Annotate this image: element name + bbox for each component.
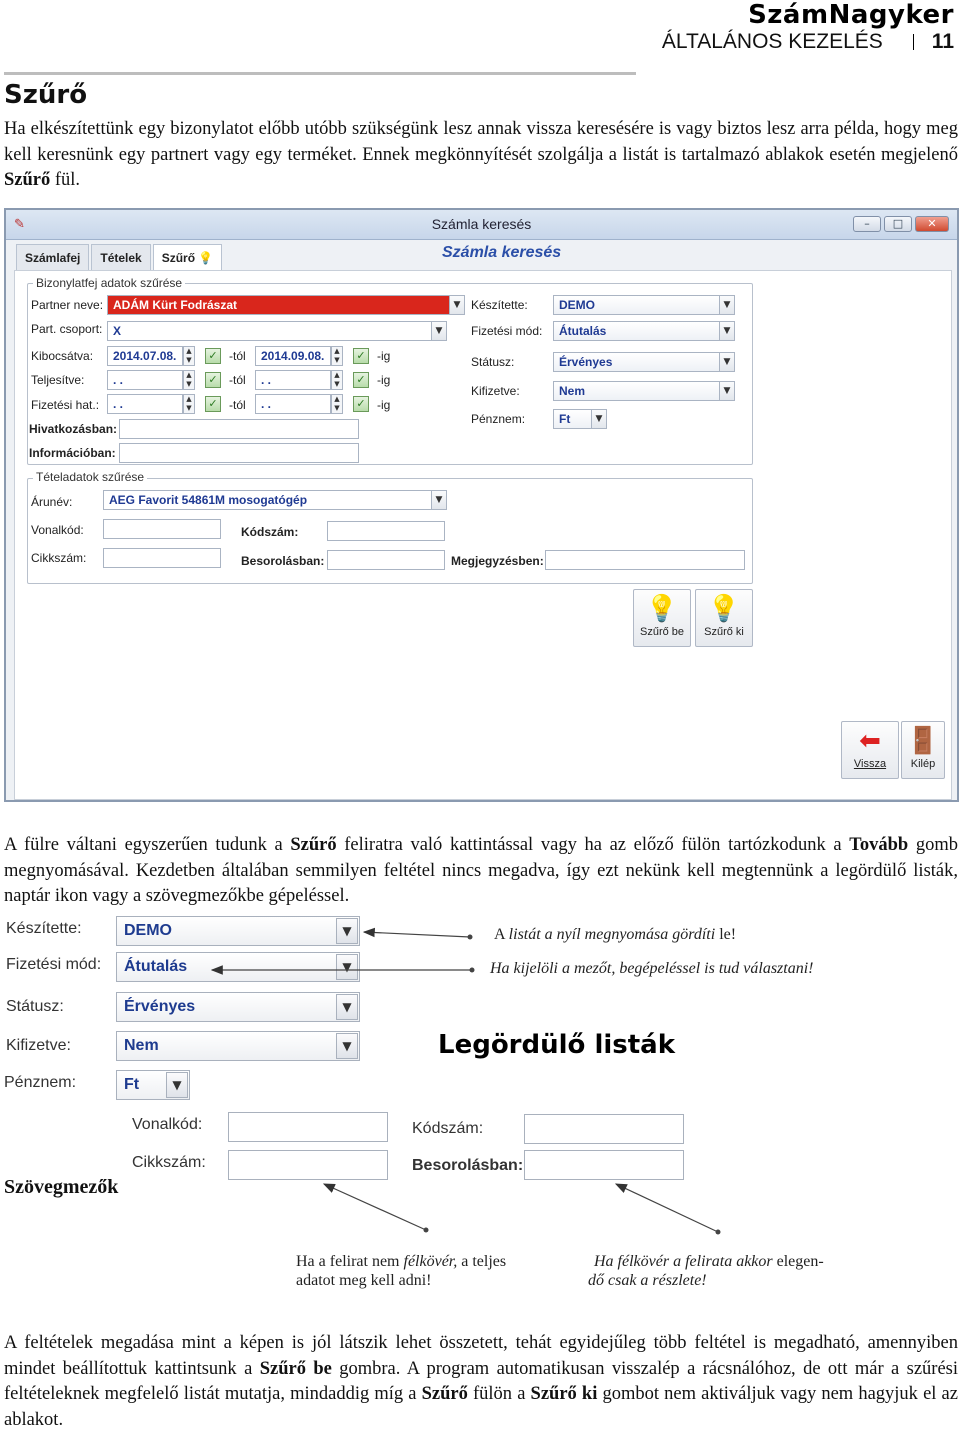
zoom-status-field[interactable]: Érvényes: [116, 992, 360, 1022]
text-fields-heading: Szövegmezők: [4, 1176, 119, 1198]
partner-dropdown-icon[interactable]: ▼: [449, 295, 465, 315]
back-arrow-icon: ⬅: [859, 726, 881, 756]
due-from-spinner[interactable]: ▲ ▼: [183, 394, 195, 414]
item-no-label: Cikkszám:: [31, 551, 87, 565]
code-label: Kódszám:: [241, 525, 299, 539]
note3-text: Ha a felirat nem: [296, 1253, 404, 1270]
zoom-currency-label: Pénznem:: [4, 1074, 77, 1091]
inner-title: Számla keresés: [442, 244, 562, 261]
fulfilled-to-spinner[interactable]: ▲ ▼: [331, 370, 343, 390]
reference-label: Hivatkozásban:: [29, 422, 118, 436]
para3-bold-filter-on: Szűrő be: [259, 1358, 332, 1379]
chevron-down-icon[interactable]: ▼: [336, 954, 358, 980]
brand-name: SzámNagyker: [748, 0, 954, 30]
note1-italic: listát a nyíl megnyomása gördíti: [508, 926, 716, 943]
zoom-paid-label: Kifizetve:: [6, 1037, 71, 1054]
chevron-down-icon[interactable]: ▼: [336, 994, 358, 1020]
zoom-pay-mode-label: Fizetési mód:: [6, 956, 102, 973]
tab-items[interactable]: Tételek: [91, 244, 150, 273]
para2-text: gomb megnyomásával. Kezdetben általában semmilyen feltétel nincs megadva, így ezt nekünk kell megtennünk a legördülő listák, naptár ikon vagy a szövegmezőkbe gépeléssel.: [4, 835, 958, 906]
barcode-label: Vonalkód:: [31, 523, 84, 537]
zoom-classification-label: Besorolásban:: [412, 1157, 524, 1174]
section-title: Szűrő: [4, 80, 88, 110]
to-suffix: -ig: [377, 398, 391, 412]
calendar-icon[interactable]: ✓: [353, 348, 369, 364]
calendar-icon[interactable]: ✓: [205, 348, 221, 364]
lightbulb-icon: 💡: [198, 251, 214, 265]
issued-to-field[interactable]: 2014.09.08.: [255, 346, 331, 366]
note1-prefix: A: [494, 926, 509, 943]
maximize-icon[interactable]: □: [884, 216, 912, 232]
chevron-down-icon[interactable]: ▼: [336, 918, 358, 944]
lightbulb-on-icon: 💡: [645, 594, 679, 624]
para3-bold-filter-off: Szűrő ki: [530, 1384, 598, 1404]
fulfilled-from-spinner[interactable]: ▲ ▼: [183, 370, 195, 390]
from-suffix: -tól: [229, 373, 246, 387]
close-icon[interactable]: ✕: [915, 216, 949, 232]
group-label: Part. csoport:: [31, 322, 103, 336]
zoom-status-label: Státusz:: [6, 998, 64, 1015]
note3-italic: félkövér,: [403, 1253, 458, 1270]
exit-door-icon: 🚪: [906, 726, 940, 756]
pay-mode-dropdown-icon[interactable]: ▼: [719, 321, 735, 341]
from-suffix: -tól: [229, 349, 246, 363]
partner-label: Partner neve:: [31, 298, 104, 312]
conditions-paragraph: [4, 1331, 958, 1432]
group-dropdown-icon[interactable]: ▼: [431, 321, 447, 341]
minimize-icon[interactable]: –: [853, 216, 881, 232]
paid-dropdown-icon[interactable]: ▼: [719, 381, 735, 401]
classification-label: Besorolásban:: [241, 554, 325, 568]
arrow-dot: [424, 1228, 429, 1233]
fulfilled-from-field[interactable]: . .: [107, 370, 183, 390]
issued-from-field[interactable]: 2014.07.08.: [107, 346, 183, 366]
product-field[interactable]: AEG Favorit 54861M mosogatógép: [103, 490, 433, 510]
zoom-code-label: Kódszám:: [412, 1120, 484, 1137]
due-from-field[interactable]: . .: [107, 394, 183, 414]
calendar-icon[interactable]: ✓: [353, 396, 369, 412]
status-field[interactable]: Érvényes: [553, 352, 721, 372]
product-dropdown-icon[interactable]: ▼: [431, 490, 447, 510]
zoom-pay-mode-field[interactable]: Átutalás: [116, 952, 360, 982]
intro-text-end: fül.: [50, 170, 81, 190]
page-number: 11: [931, 30, 954, 53]
paid-label: Kifizetve:: [471, 384, 520, 398]
arrow-dot: [468, 935, 473, 940]
chapter-title: ÁLTALÁNOS KEZELÉS: [661, 30, 883, 53]
intro-bold: Szűrő: [4, 170, 51, 190]
product-label: Árunév:: [31, 495, 73, 509]
due-to-field[interactable]: . .: [255, 394, 331, 414]
zoom-created-by-field[interactable]: DEMO: [116, 916, 360, 946]
calendar-icon[interactable]: ✓: [353, 372, 369, 388]
head-filter-legend: Bizonylatfej adatok szűrése: [33, 276, 185, 290]
note4-line2: dő csak a részlete!: [588, 1272, 707, 1289]
issued-from-spinner[interactable]: ▲ ▼: [183, 346, 195, 366]
note1-suffix: le!: [715, 926, 737, 943]
issued-to-spinner[interactable]: ▲ ▼: [331, 346, 343, 366]
para3-text: gombot nem aktiváljuk vagy nem hagyjuk el az ablakot.: [4, 1384, 958, 1430]
window-title: Számla keresés: [431, 216, 532, 232]
chevron-down-icon[interactable]: ▼: [336, 1033, 358, 1059]
exit-label: Kilép: [910, 758, 936, 770]
fulfilled-label: Teljesítve:: [31, 373, 85, 387]
calendar-icon[interactable]: ✓: [205, 396, 221, 412]
para3-text: fülön a: [467, 1384, 531, 1404]
created-by-dropdown-icon[interactable]: ▼: [719, 295, 735, 315]
arrow-dot: [716, 1230, 721, 1235]
lightbulb-off-icon: 💡: [707, 594, 741, 624]
arrow-to-dropdown-button: [364, 932, 470, 937]
zoom-barcode-label: Vonalkód:: [132, 1116, 203, 1133]
para3-text: A feltételek megadása mint a képen is jól látszik lehet összetett, tehát egyidejűleg több feltétel is megadható, amennyiben mindet beállítottuk kattintsunk a: [4, 1333, 958, 1379]
para2-text: A fülre váltani egyszerűen tudunk a: [4, 835, 291, 855]
status-dropdown-icon[interactable]: ▼: [719, 352, 735, 372]
tab-filter-label: Szűrő: [161, 251, 196, 265]
paid-field[interactable]: Nem: [553, 381, 721, 401]
pay-mode-label: Fizetési mód:: [471, 324, 543, 338]
currency-label: Pénznem:: [471, 412, 526, 426]
fulfilled-to-field[interactable]: . .: [255, 370, 331, 390]
para3-bold-filter: Szűrő: [421, 1384, 468, 1404]
para2-bold-filter: Szűrő: [290, 835, 337, 855]
to-suffix: -ig: [377, 373, 391, 387]
filter-on-label: Szűrő be: [639, 626, 685, 638]
pay-mode-field[interactable]: Átutalás: [553, 321, 721, 341]
calendar-icon[interactable]: ✓: [205, 372, 221, 388]
due-to-spinner[interactable]: ▲ ▼: [331, 394, 343, 414]
arrow-to-non-bold-label: [324, 1184, 426, 1230]
app-logo-icon: ✎: [14, 216, 25, 231]
currency-field[interactable]: Ft: [553, 409, 593, 429]
dropdown-lists-heading: Legördülő listák: [438, 1030, 676, 1060]
note3-line2: adatot meg kell adni!: [296, 1272, 432, 1289]
partner-field[interactable]: ADÁM Kürt Fodrászat: [107, 295, 451, 315]
info-label: Információban:: [29, 446, 116, 460]
note4-text: elegen-: [772, 1253, 824, 1270]
zoom-item-no-label: Cikkszám:: [132, 1154, 206, 1171]
para2-bold-next: Tovább: [849, 835, 909, 855]
note3-text: a teljes: [457, 1253, 507, 1270]
arrow-dot: [470, 968, 475, 973]
status-label: Státusz:: [471, 355, 515, 369]
filter-off-label: Szűrő ki: [704, 626, 744, 638]
para2-text: feliratra való kattintással vagy ha az előző fülön tartózkodunk a: [336, 835, 850, 855]
intro-text: Ha elkészítettünk egy bizonylatot előbb utóbb szükségünk lesz annak vissza keresésére is vagy biztos lesz arra példa, hogy meg kell keresnünk egy partnert vagy egy terméket. Ennek megkönnyítését szolgálja a listát is tartalmazó ablakok esetén megjelenő: [4, 119, 958, 165]
para3-text: gombra. A program automatikusan visszalép a rácsnálóhoz, de ott már a szűrési feltételeknek megfelelő listát mutatja, mindaddig míg a: [4, 1358, 959, 1404]
back-label: Vissza: [853, 758, 887, 770]
due-label: Fizetési hat.:: [31, 398, 100, 412]
tab-invoice-header[interactable]: Számlafej: [16, 244, 89, 273]
zoom-paid-field[interactable]: Nem: [116, 1031, 360, 1061]
typing-select-note: Ha kijelöli a mezőt, begépeléssel is tud választani!: [490, 960, 814, 977]
item-filter-legend: Tételadatok szűrése: [33, 470, 147, 484]
note4-italic: Ha félkövér a felirata akkor: [594, 1253, 773, 1270]
from-suffix: -tól: [229, 398, 246, 412]
to-suffix: -ig: [377, 349, 391, 363]
created-by-label: Készítette:: [471, 298, 528, 312]
currency-dropdown-icon[interactable]: ▼: [591, 409, 607, 429]
issued-label: Kibocsátva:: [31, 349, 94, 363]
group-field[interactable]: X: [107, 321, 433, 341]
chevron-down-icon[interactable]: ▼: [166, 1072, 188, 1098]
zoom-currency-field[interactable]: Ft: [116, 1070, 190, 1100]
note-label: Megjegyzésben:: [451, 554, 544, 568]
created-by-field[interactable]: DEMO: [553, 295, 721, 315]
zoom-created-by-label: Készítette:: [6, 920, 82, 937]
arrow-to-bold-label: [616, 1184, 718, 1232]
